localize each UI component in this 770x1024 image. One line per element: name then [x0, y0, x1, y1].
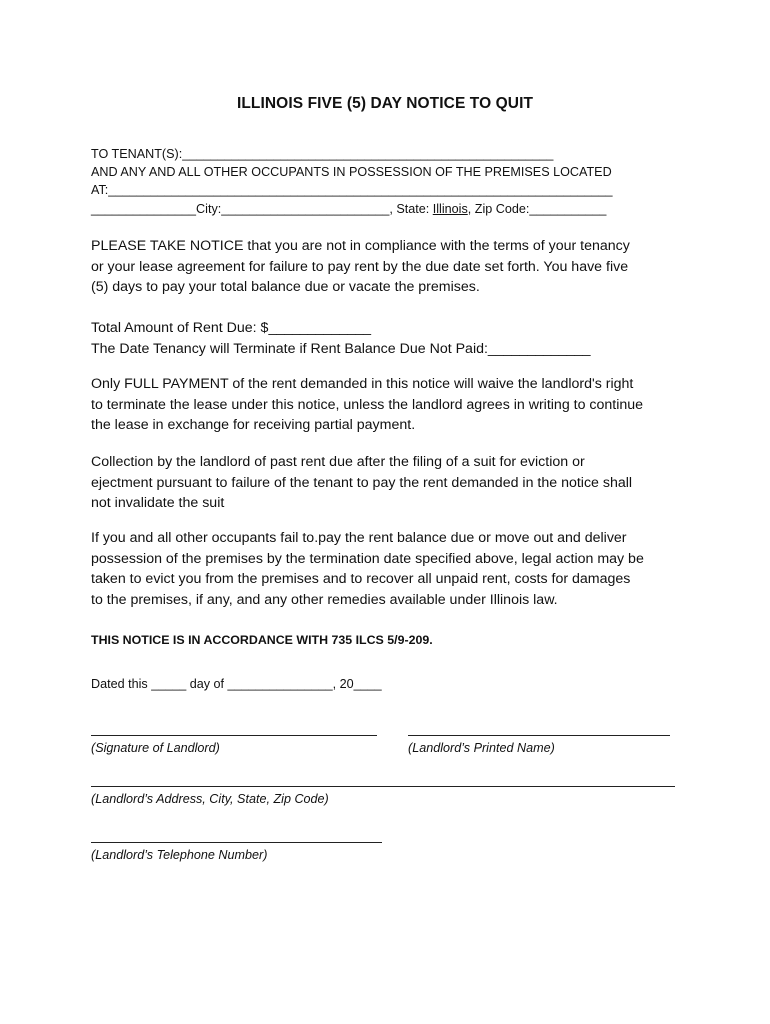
- occupants-line: AND ANY AND ALL OTHER OCCUPANTS IN POSSESSION OF THE PREMISES LOCATED: [91, 165, 612, 179]
- paragraph-line: or your lease agreement for failure to pay rent by the due date set forth. You have five: [91, 258, 629, 275]
- paragraph-line: possession of the premises by the termination date specified above, legal action may be: [91, 550, 644, 567]
- printed-name-rule: [408, 735, 670, 736]
- dated-line: Dated this _____ day of _______________, 20____: [91, 677, 382, 691]
- address-rule: [91, 786, 675, 787]
- failure-paragraph: [91, 528, 691, 610]
- paragraph-line: If you and all other occupants fail to.pay the rent balance due or move out and deliver: [91, 530, 627, 546]
- signature-rule: [91, 735, 377, 736]
- paragraph-line: the lease in exchange for receiving partial payment.: [91, 417, 416, 434]
- phone-label: (Landlord’s Telephone Number): [91, 848, 268, 862]
- rent-due-line: Total Amount of Rent Due: $_____________: [91, 320, 372, 336]
- paragraph-line: to the premises, if any, and any other remedies available under Illinois law.: [91, 591, 558, 608]
- collection-paragraph: [91, 452, 691, 514]
- zip-field-text: , Zip Code:___________: [467, 202, 607, 216]
- premises-address-line: AT:________________________________________________________________________: [91, 183, 613, 197]
- paragraph-line: PLEASE TAKE NOTICE that you are not in compliance with the terms of your tenancy: [91, 238, 630, 254]
- notice-paragraph: [91, 236, 691, 298]
- amounts-paragraph: [91, 318, 691, 359]
- paragraph-line: Collection by the landlord of past rent due after the filing of a suit for eviction or: [91, 454, 585, 470]
- paragraph-line: not invalidate the suit: [91, 495, 225, 512]
- paragraph-line: Only FULL PAYMENT of the rent demanded in this notice will waive the landlord's right: [91, 376, 634, 392]
- city-state-zip-line: [91, 200, 606, 218]
- paragraph-line: taken to evict you from the premises and to recover all unpaid rent, costs for damages: [91, 571, 631, 588]
- paragraph-line: ejectment pursuant to failure of the tenant to pay the rent demanded in the notice shall: [91, 474, 633, 491]
- full-payment-paragraph: [91, 374, 691, 436]
- city-field-text: _______________City:________________________, State:: [91, 202, 433, 216]
- signature-label: (Signature of Landlord): [91, 741, 220, 755]
- statute-note: THIS NOTICE IS IN ACCORDANCE WITH 735 ILCS 5/9-209.: [91, 633, 433, 647]
- termination-date-line: The Date Tenancy will Terminate if Rent Balance Due Not Paid:_____________: [91, 340, 591, 357]
- paragraph-line: (5) days to pay your total balance due or vacate the premises.: [91, 279, 480, 296]
- document-title: ILLINOIS FIVE (5) DAY NOTICE TO QUIT: [236, 95, 534, 112]
- state-value: Illinois: [432, 202, 468, 216]
- address-label: (Landlord’s Address, City, State, Zip Code): [91, 792, 329, 806]
- phone-rule: [91, 842, 382, 843]
- printed-name-label: (Landlord’s Printed Name): [408, 741, 555, 755]
- tenant-line: TO TENANT(S):_____________________________________________________: [91, 147, 554, 161]
- paragraph-line: to terminate the lease under this notice, unless the landlord agrees in writing to continue: [91, 396, 644, 413]
